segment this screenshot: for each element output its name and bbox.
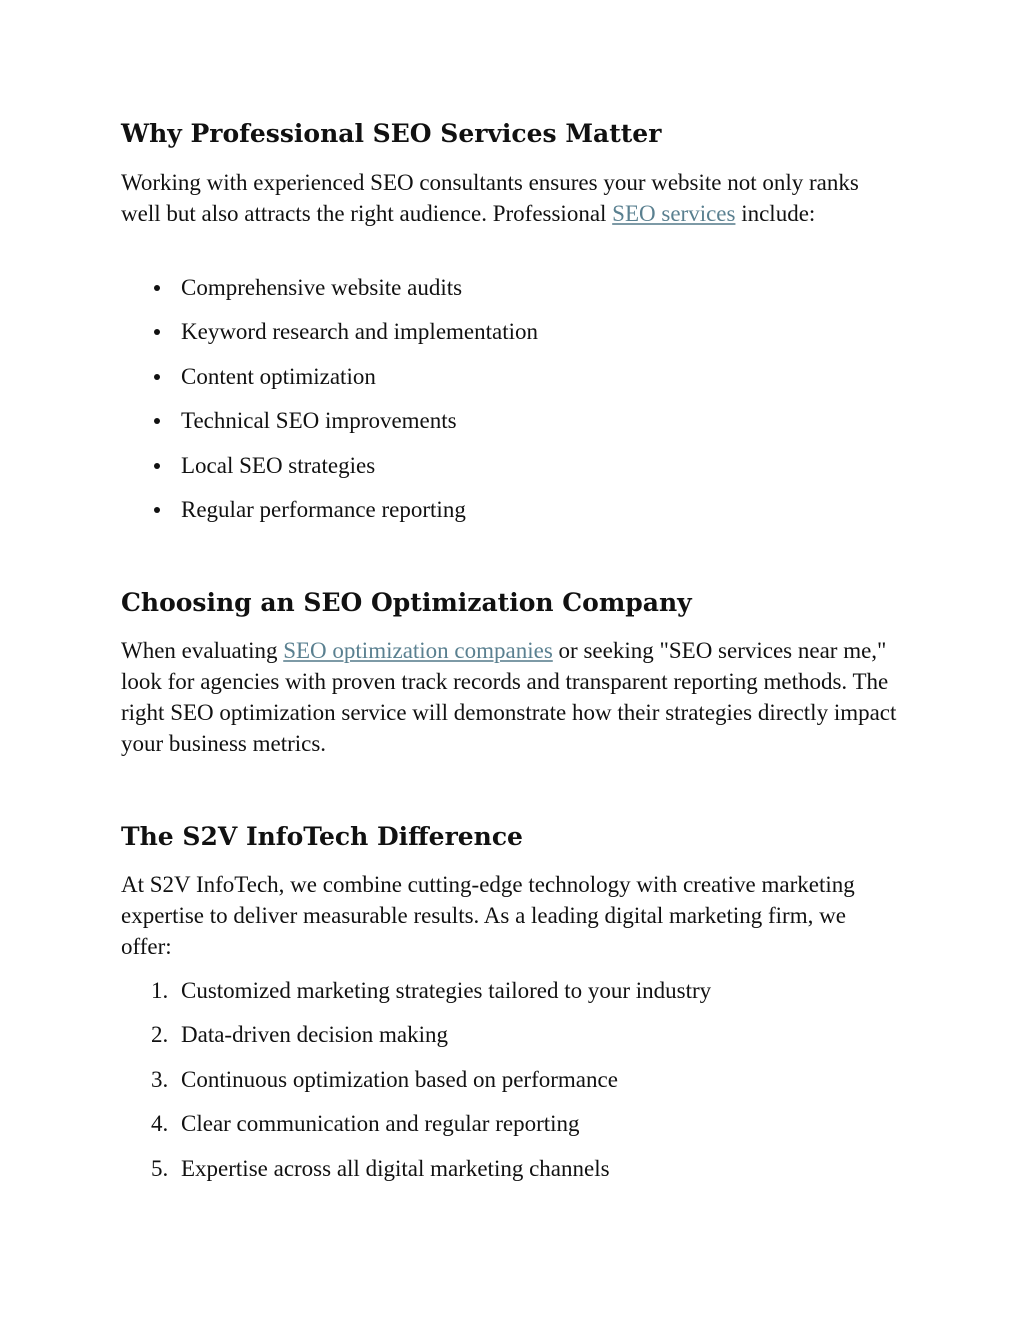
seo-services-link[interactable]: SEO services — [612, 201, 736, 226]
heading-why-professional-seo: Why Professional SEO Services Matter — [121, 119, 662, 148]
list-item: Local SEO strategies — [121, 450, 901, 494]
list-item: Keyword research and implementation — [121, 316, 901, 360]
seo-optimization-companies-link[interactable]: SEO optimization companies — [283, 638, 553, 663]
list-item: 2. Data-driven decision making — [151, 1022, 448, 1048]
list-item: 5. Expertise across all digital marketing channels — [151, 1155, 610, 1181]
list-item: Technical SEO improvements — [121, 405, 901, 449]
paragraph-s2v-infotech: At S2V InfoTech, we combine cutting-edge technology with creative marketing expertise to deliver measurable results. As a leading digital marketing firm, we offer: — [121, 872, 855, 959]
paragraph-text: When evaluating — [121, 638, 284, 663]
seo-services-list — [121, 272, 901, 538]
heading-choosing-seo-company: Choosing an SEO Optimization Company — [121, 588, 692, 617]
list-item: 1. Customized marketing strategies tailored to your industry — [151, 978, 712, 1003]
bullet-icon — [154, 418, 160, 424]
list-item: 3. Continuous optimization based on performance — [151, 1066, 618, 1092]
paragraph-text: Working with experienced SEO consultants ensures your website not only ranks well but also attracts the right audience. Professional — [121, 170, 859, 226]
bullet-icon — [154, 463, 160, 469]
list-item: Comprehensive website audits — [121, 272, 901, 316]
paragraph-evaluating-companies — [121, 635, 901, 759]
bullet-icon — [154, 507, 160, 513]
bullet-icon — [154, 329, 160, 335]
list-item: 4. Clear communication and regular reporting — [151, 1111, 580, 1137]
list-item: Content optimization — [121, 361, 901, 405]
paragraph-seo-consultants — [121, 167, 901, 229]
paragraph-text: or seeking "SEO services near me," look for agencies with proven track records and transparent reporting methods. The right SEO optimization service will demonstrate how their strategies directly impact your business metrics. — [121, 638, 897, 756]
bullet-icon — [154, 285, 160, 291]
list-item: Regular performance reporting — [121, 494, 901, 538]
heading-s2v-difference: The S2V InfoTech Difference — [121, 822, 523, 851]
paragraph-text: include: — [735, 201, 816, 226]
s2v-offerings-list — [121, 975, 901, 1197]
bullet-icon — [154, 374, 160, 380]
